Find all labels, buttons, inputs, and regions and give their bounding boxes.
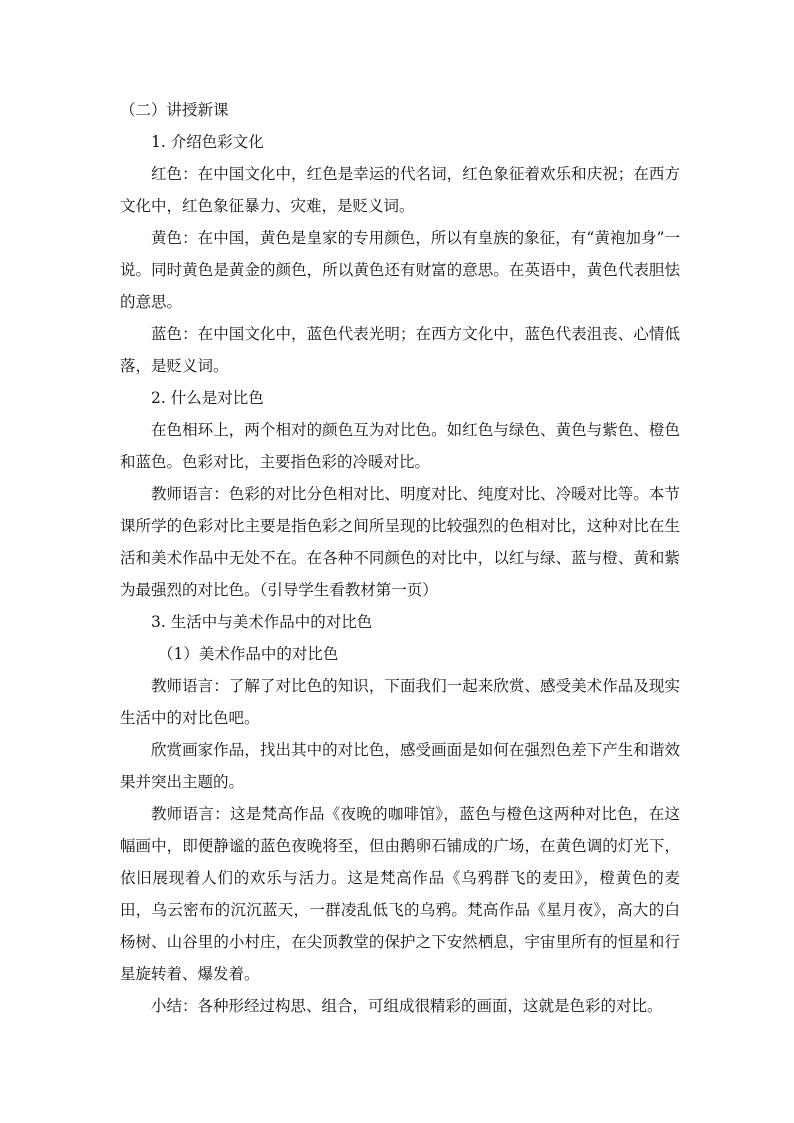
paragraph-summary: 小结：各种形经过构思、组合，可组成很精彩的画面，这就是色彩的对比。 xyxy=(151,997,663,1015)
heading-what-is-contrast: 2. 什么是对比色 xyxy=(151,389,264,407)
paragraph-teacher-2: 教师语言：了解了对比色的知识，下面我们一起来欣赏、感受美术作品及现实生活中的对比色吧。 xyxy=(120,677,680,727)
heading-intro-color-culture: 1. 介绍色彩文化 xyxy=(151,133,264,151)
paragraph-definition: 在色相环上，两个相对的颜色互为对比色。如红色与绿色、黄色与紫色、橙色和蓝色。色彩对比，主要指色彩的冷暖对比。 xyxy=(120,421,680,471)
heading-contrast-in-life-and-art: 3. 生活中与美术作品中的对比色 xyxy=(151,613,373,631)
document-body xyxy=(120,94,680,1022)
section-title: （二）讲授新课 xyxy=(120,101,229,119)
paragraph-blue: 蓝色：在中国文化中，蓝色代表光明；在西方文化中，蓝色代表沮丧、心情低落，是贬义词。 xyxy=(120,325,680,375)
paragraph-appreciate: 欣赏画家作品，找出其中的对比色，感受画面是如何在强烈色差下产生和谐效果并突出主题的。 xyxy=(120,741,680,791)
paragraph-yellow: 黄色：在中国，黄色是皇家的专用颜色，所以有皇族的象征，有“黄袍加身”一说。同时黄色是黄金的颜色，所以黄色还有财富的意思。在英语中，黄色代表胆怯的意思。 xyxy=(120,229,680,311)
paragraph-teacher-3: 教师语言：这是梵高作品《夜晚的咖啡馆》，蓝色与橙色这两种对比色，在这幅画中，即便静谧的蓝色夜晚将至，但由鹅卵石铺成的广场，在黄色调的灯光下，依旧展现着人们的欢乐与活力。这是梵高作品《乌鸦群飞的麦田》，橙黄色的麦田，乌云密布的沉沉蓝天，一群凌乱低飞的乌鸦。梵高作品《星月夜》，高大的白杨树、山谷里的小村庄，在尖顶教堂的保护之下安然栖息，宇宙里所有的恒星和行星旋转着、爆发着。 xyxy=(120,805,680,983)
paragraph-red: 红色：在中国文化中，红色是幸运的代名词，红色象征着欢乐和庆祝；在西方文化中，红色象征暴力、灾难，是贬义词。 xyxy=(120,165,680,215)
paragraph-teacher-1: 教师语言：色彩的对比分色相对比、明度对比、纯度对比、冷暖对比等。本节课所学的色彩对比主要是指色彩之间所呈现的比较强烈的色相对比，这种对比在生活和美术作品中无处不在。在各种不同颜色的对比中，以红与绿、蓝与橙、黄和紫为最强烈的对比色。（引导学生看教材第一页） xyxy=(120,485,680,599)
subheading-art-works: （1）美术作品中的对比色 xyxy=(158,645,339,663)
